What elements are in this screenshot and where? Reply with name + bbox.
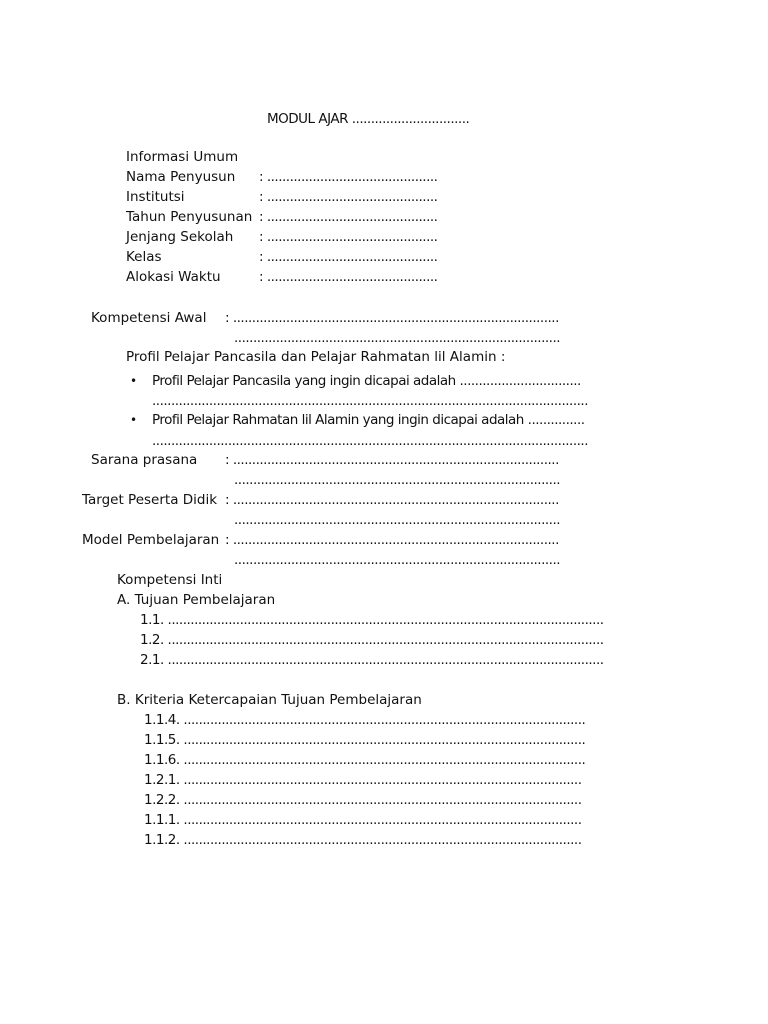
field-value-institusi: : .............................................: [259, 189, 438, 205]
bullet-icon: •: [130, 374, 138, 388]
target-line2: ......................................................................................: [234, 512, 561, 528]
kompetensi-awal-line1: : ......................................................................................: [225, 310, 559, 326]
kompetensi-awal-line2: ......................................................................................: [234, 330, 561, 346]
model-label: Model Pembelajaran: [82, 532, 220, 548]
tujuan-item: 1.2. ...................................................................................................................: [140, 632, 604, 648]
kriteria-item: 1.1.5. ..........................................................................................................: [144, 732, 586, 748]
field-label-nama-penyusun: Nama Penyusun: [126, 169, 236, 185]
kriteria-item: 1.1.1. .........................................................................................................: [144, 812, 582, 828]
sarana-line2: ......................................................................................: [234, 472, 561, 488]
kriteria-item: 1.2.1. .........................................................................................................: [144, 772, 582, 788]
kriteria-heading: B. Kriteria Ketercapaian Tujuan Pembelajaran: [117, 692, 422, 708]
profil-item-pancasila-cont: ...................................................................................................................: [152, 393, 588, 409]
field-label-tahun-penyusunan: Tahun Penyusunan: [126, 209, 253, 225]
tujuan-item: 1.1. ...................................................................................................................: [140, 612, 604, 628]
page-title: MODUL AJAR ...............................: [267, 111, 470, 127]
tujuan-heading: A. Tujuan Pembelajaran: [117, 592, 276, 608]
field-value-tahun-penyusunan: : .............................................: [259, 209, 438, 225]
field-value-alokasi-waktu: : .............................................: [259, 269, 438, 285]
kriteria-item: 1.1.6. ..........................................................................................................: [144, 752, 586, 768]
profil-item-rahmatan: Profil Pelajar Rahmatan lil Alamin yang ingin dicapai adalah ...............: [152, 412, 585, 428]
field-label-jenjang-sekolah: Jenjang Sekolah: [126, 229, 234, 245]
field-label-alokasi-waktu: Alokasi Waktu: [126, 269, 221, 285]
target-label: Target Peserta Didik: [82, 492, 218, 508]
model-line1: : ......................................................................................: [225, 532, 559, 548]
profil-heading: Profil Pelajar Pancasila dan Pelajar Rahmatan lil Alamin :: [126, 349, 506, 365]
kriteria-item: 1.1.4. ..........................................................................................................: [144, 712, 586, 728]
field-value-nama-penyusun: : .............................................: [259, 169, 438, 185]
model-line2: ......................................................................................: [234, 552, 561, 568]
field-label-institusi: Institutsi: [126, 189, 185, 205]
sarana-label: Sarana prasana: [91, 452, 198, 468]
tujuan-item: 2.1. ...................................................................................................................: [140, 652, 604, 668]
info-heading: Informasi Umum: [126, 149, 239, 165]
field-label-kelas: Kelas: [126, 249, 162, 265]
kriteria-item: 1.2.2. .........................................................................................................: [144, 792, 582, 808]
kriteria-item: 1.1.2. .........................................................................................................: [144, 832, 582, 848]
profil-item-rahmatan-cont: ...................................................................................................................: [152, 433, 588, 449]
profil-item-pancasila: Profil Pelajar Pancasila yang ingin dicapai adalah ................................: [152, 373, 581, 389]
kompetensi-awal-label: Kompetensi Awal: [91, 310, 207, 326]
field-value-jenjang-sekolah: : .............................................: [259, 229, 438, 245]
bullet-icon: •: [130, 413, 138, 427]
field-value-kelas: : .............................................: [259, 249, 438, 265]
sarana-line1: : ......................................................................................: [225, 452, 559, 468]
target-line1: : ......................................................................................: [225, 492, 559, 508]
kompetensi-inti-heading: Kompetensi Inti: [117, 572, 223, 588]
